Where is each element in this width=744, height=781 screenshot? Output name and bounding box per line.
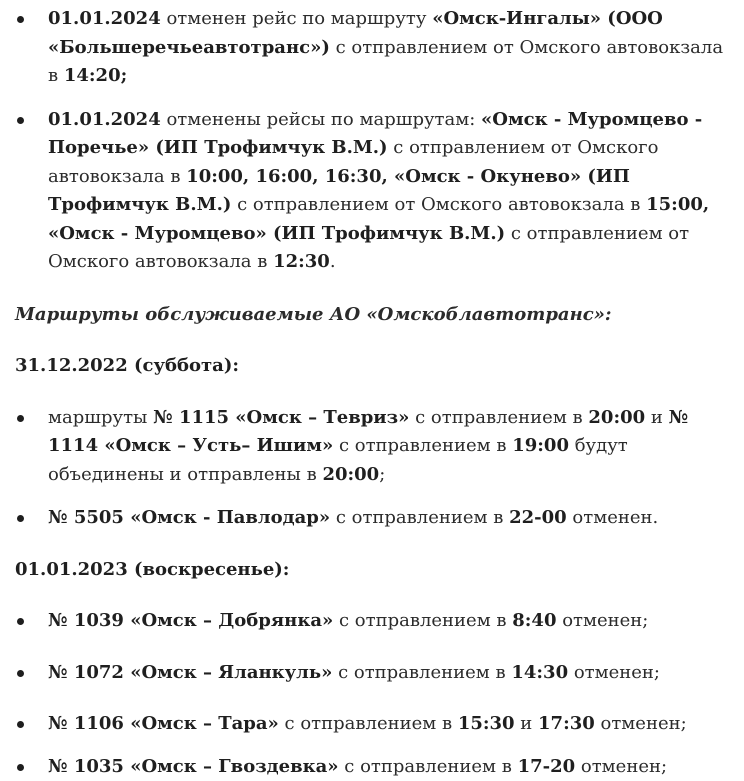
bold-text: № 1106 «Омск – Тара» [48,713,279,734]
text: отменены рейсы по маршрутам: [161,109,481,130]
bold-text: 12:30 [273,251,330,272]
list-item [15,106,737,277]
list-item [15,404,737,490]
list-item [15,710,737,739]
top-cancellation-list [15,5,737,277]
bold-text: 17-20 [518,756,576,777]
date-heading-text: 01.01.2023 (воскресенье): [15,559,289,580]
bold-text: № 1039 «Омск – Добрянка» [48,610,333,631]
bold-text: 15:30 [458,713,515,734]
text: отменен рейс по маршруту [161,8,432,29]
text: с отправлением в [333,435,512,456]
list-item [15,753,737,781]
text: . [330,251,336,272]
bold-text: 8:40 [512,610,556,631]
text: будут объединены и отправлены в [48,435,628,485]
bold-text: 15:00, «Омск - Муромцево» (ИП Трофимчук В.М.) [48,194,709,244]
section-heading: Маршруты обслуживаемые АО «Омскоблавтотранс»: [15,301,737,330]
bold-text: 01.01.2024 [48,8,161,29]
article-content [15,0,737,781]
text: отменен. [567,507,659,528]
date1-list [15,404,737,533]
bold-text: № 1072 «Омск – Яланкуль» [48,662,332,683]
list-item [15,659,737,688]
text: с отправлением в [332,662,511,683]
list-item [15,607,737,636]
list-item [15,5,737,91]
text: с отправлением в [333,610,512,631]
bold-text: № 1035 «Омск – Гвоздевка» [48,756,339,777]
bold-text: «Омск - Муромцево - Поречье» (ИП Трофимчук В.М.) [48,109,702,159]
date-heading-2 [15,556,737,585]
bold-text: 20:00 [322,464,379,485]
date-heading-1 [15,352,737,381]
text: с отправлением от Омского автовокзала в [48,37,723,87]
list-item [15,504,737,533]
bold-text: 22-00 [509,507,567,528]
text: и [515,713,538,734]
bold-text: 20:00 [588,407,645,428]
text: с отправлением от Омского автовокзала в [48,223,689,273]
text: с отправлением в [339,756,518,777]
text: ; [379,464,385,485]
bold-text: «Омск-Ингалы» (ООО «Большеречьеавтотранс») [48,8,663,58]
bold-text: 17:30 [538,713,595,734]
bold-text: 19:00 [512,435,569,456]
bold-text: № 1115 «Омск – Тевриз» [153,407,409,428]
text: с отправлением от Омского автовокзала в [48,137,658,187]
bold-text: 14:20; [64,65,127,86]
text: и [645,407,668,428]
text: отменен; [556,610,648,631]
text: маршруты [48,407,153,428]
bold-text: 10:00, 16:00, 16:30, «Омск - Окунево» (ИП Трофимчук В.М.) [48,166,630,216]
text: с отправлением в [330,507,509,528]
bold-text: 01.01.2024 [48,109,161,130]
text: отменен; [568,662,660,683]
text: с отправлением в [409,407,588,428]
text: с отправлением в [279,713,458,734]
text: с отправлением от Омского автовокзала в [231,194,646,215]
bold-text: № 5505 «Омск - Павлодар» [48,507,330,528]
text: отменен; [575,756,667,777]
date-heading-text: 31.12.2022 (суббота): [15,355,239,376]
bold-text: № 1114 «Омск – Усть– Ишим» [48,407,688,457]
bold-text: 14:30 [511,662,568,683]
text: отменен; [595,713,687,734]
